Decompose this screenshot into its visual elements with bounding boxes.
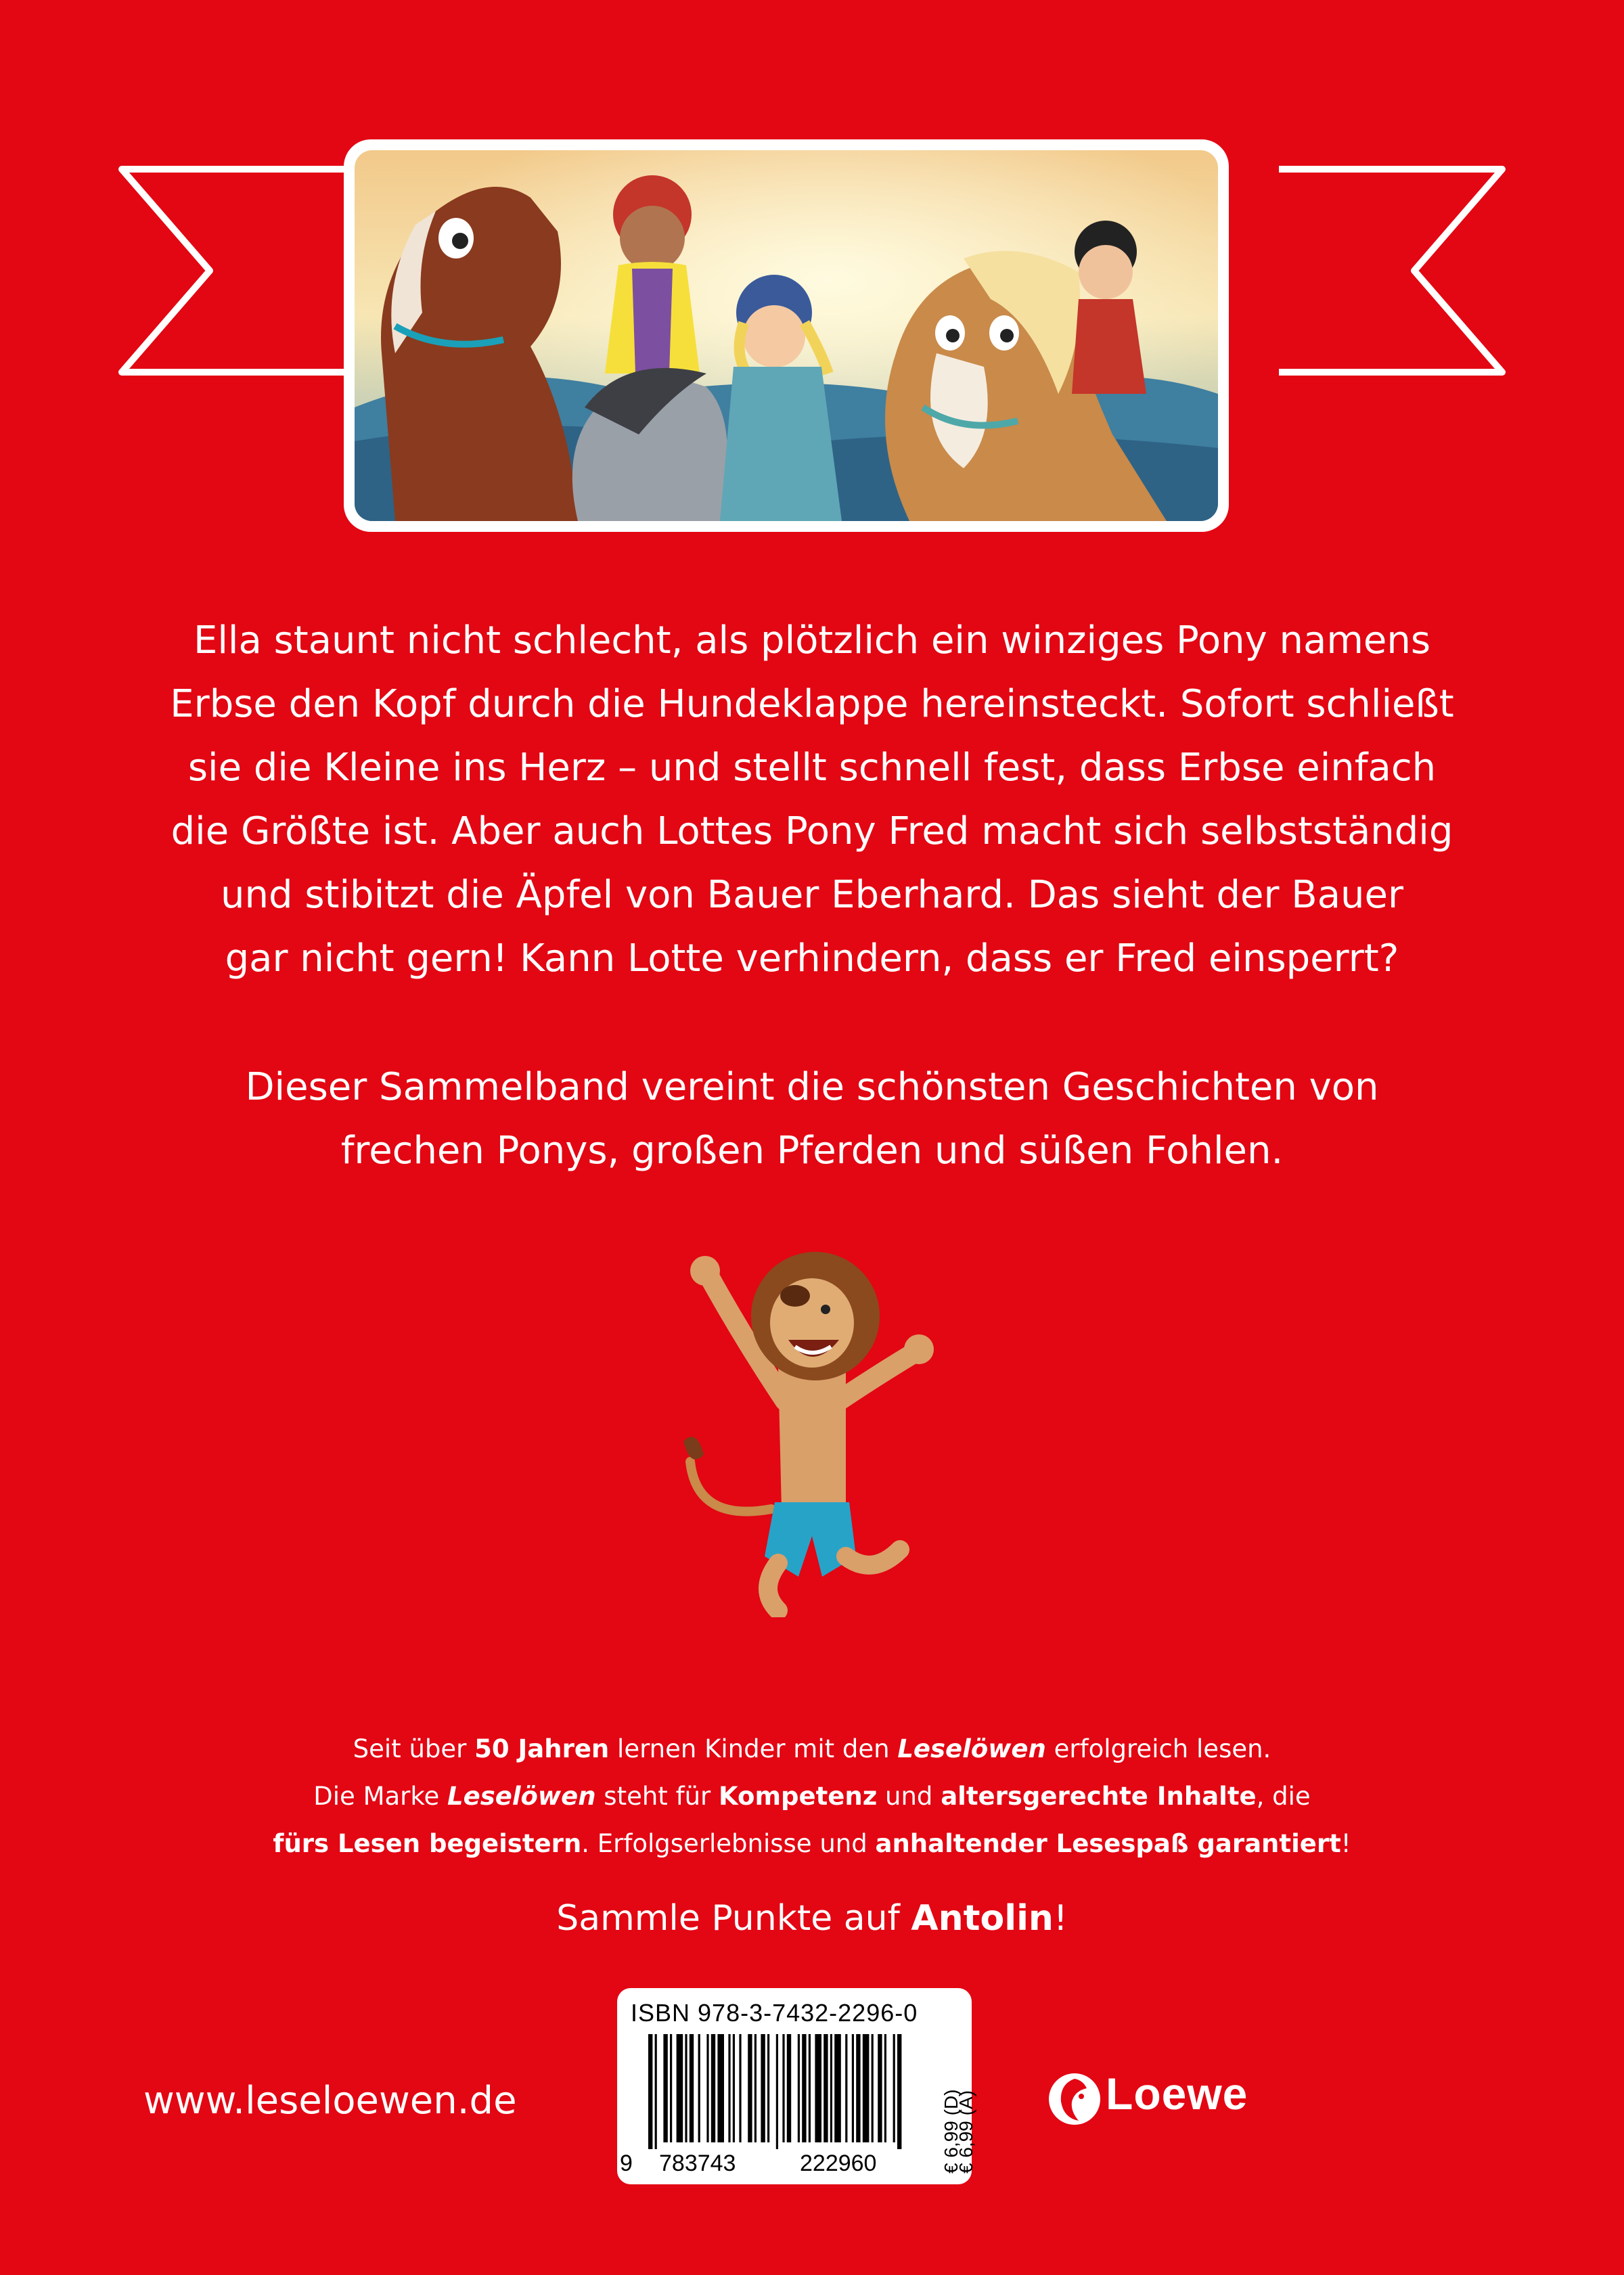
brand-text-part: steht für (595, 1782, 719, 1811)
brand-text-part: Seit über (353, 1734, 475, 1763)
brand-text-part: und (877, 1782, 941, 1811)
collection-note (135, 1056, 1489, 1183)
brand-line (149, 1773, 1475, 1820)
barcode-bar (787, 2034, 791, 2142)
blurb-line: Ella staunt nicht schlecht, als plötzlich ein winziges Pony namens (193, 618, 1430, 662)
barcode-bar (648, 2034, 652, 2149)
barcode-bar (733, 2034, 735, 2142)
barcode-bar (863, 2034, 870, 2142)
barcode-bar (798, 2034, 800, 2142)
brand-text-bold: altersgerechte Inhalte (941, 1782, 1257, 1811)
barcode-bar (711, 2034, 715, 2142)
barcode-bar (884, 2034, 886, 2142)
brand-text-bold: 50 Jahren (474, 1734, 610, 1763)
barcode-bar (677, 2034, 683, 2142)
brand-text-bold: anhaltender Lesespaß garantiert (875, 1829, 1341, 1858)
blurb-line: und stibitzt die Äpfel von Bauer Eberhard. Das sieht der Bauer (221, 873, 1403, 917)
cover-illustration (355, 150, 1218, 521)
brand-text-bold-italic: Leselöwen (897, 1734, 1046, 1763)
barcode-bar (824, 2034, 828, 2142)
blurb-line: die Größte ist. Aber auch Lottes Pony Fred macht sich selbstständig (171, 809, 1453, 853)
barcode-bar (698, 2034, 700, 2142)
antolin-note (135, 1891, 1489, 1945)
barcode-bar (782, 2034, 784, 2142)
barcode-bar (670, 2034, 672, 2142)
isbn-barcode (617, 1988, 976, 2184)
brand-line (149, 1820, 1475, 1868)
brand-text-bold-italic: Leselöwen (447, 1782, 596, 1811)
barcode-bar (802, 2034, 806, 2142)
barcode-bar (893, 2034, 895, 2142)
antolin-suffix: ! (1053, 1898, 1068, 1939)
brand-text-bold: fürs Lesen begeistern (273, 1829, 582, 1858)
price-column (941, 2038, 976, 2173)
barcode-bar (815, 2034, 821, 2142)
barcode-bar (663, 2034, 667, 2142)
brand-line (149, 1726, 1475, 1773)
barcode-digits-left: 783743 (659, 2150, 736, 2176)
blurb-line: gar nicht gern! Kann Lotte verhindern, dass er Fred einsperrt? (225, 937, 1399, 981)
blurb-line: sie die Kleine ins Herz – und stellt schnell fest, dass Erbse einfach (187, 746, 1437, 790)
leseloewe-mascot (670, 1238, 941, 1617)
brand-text-part: erfolgreich lesen. (1045, 1734, 1271, 1763)
barcode-bar (830, 2034, 832, 2142)
barcode-bars (635, 2034, 932, 2149)
brand-text-part: . Erfolgserlebnisse und (581, 1829, 876, 1858)
publisher-name: Loewe (1106, 2069, 1248, 2119)
barcode-digit-prefix: 9 (620, 2150, 633, 2176)
barcode-bar (878, 2034, 882, 2142)
blurb-line: Erbse den Kopf durch die Hundeklappe hereinsteckt. Sofort schließt (170, 682, 1454, 726)
barcode-bar (690, 2034, 694, 2142)
brand-text-part: ! (1340, 1829, 1351, 1858)
barcode-bar (754, 2034, 757, 2142)
barcode-bar (809, 2034, 811, 2142)
price-austria: € 6,99 (A) (955, 2090, 976, 2173)
barcode-bar (761, 2034, 765, 2142)
barcode-bar (706, 2034, 708, 2142)
leseloewen-brand-text (149, 1726, 1475, 1868)
collection-line: frechen Ponys, großen Pferden und süßen Fohlen. (340, 1129, 1284, 1173)
brand-text-part: Die Marke (313, 1782, 448, 1811)
barcode-bar (739, 2034, 741, 2142)
barcode-bar (834, 2034, 841, 2142)
lion-head-icon (1047, 2064, 1104, 2138)
barcode-bar (845, 2034, 847, 2142)
isbn-number: ISBN 978-3-7432-2296-0 (631, 1999, 918, 2027)
price-germany: € 6,99 (D) (941, 2089, 962, 2173)
brand-text-bold: Kompetenz (719, 1782, 878, 1811)
story-blurb (135, 609, 1489, 991)
barcode-bar (655, 2034, 657, 2149)
barcode-bar (852, 2034, 854, 2142)
barcode-bar (728, 2034, 730, 2142)
barcode-bar (717, 2034, 724, 2142)
loewe-publisher-logo (1047, 2064, 1318, 2138)
barcode-bar (897, 2034, 901, 2149)
brand-text-part: lernen Kinder mit den (609, 1734, 898, 1763)
barcode-bar (685, 2034, 687, 2142)
brand-text-part: , die (1256, 1782, 1311, 1811)
barcode-bar (776, 2034, 778, 2149)
barcode-bar (748, 2034, 752, 2142)
barcode-bar (856, 2034, 860, 2142)
barcode-bar (872, 2034, 874, 2142)
barcode-bar (767, 2034, 769, 2142)
collection-line: Dieser Sammelband vereint die schönsten Geschichten von (245, 1065, 1379, 1109)
antolin-name: Antolin (911, 1898, 1054, 1939)
barcode-digits-right: 222960 (800, 2150, 877, 2176)
website-url[interactable]: www.leseloewen.de (143, 2079, 517, 2123)
antolin-prefix: Sammle Punkte auf (556, 1898, 911, 1939)
